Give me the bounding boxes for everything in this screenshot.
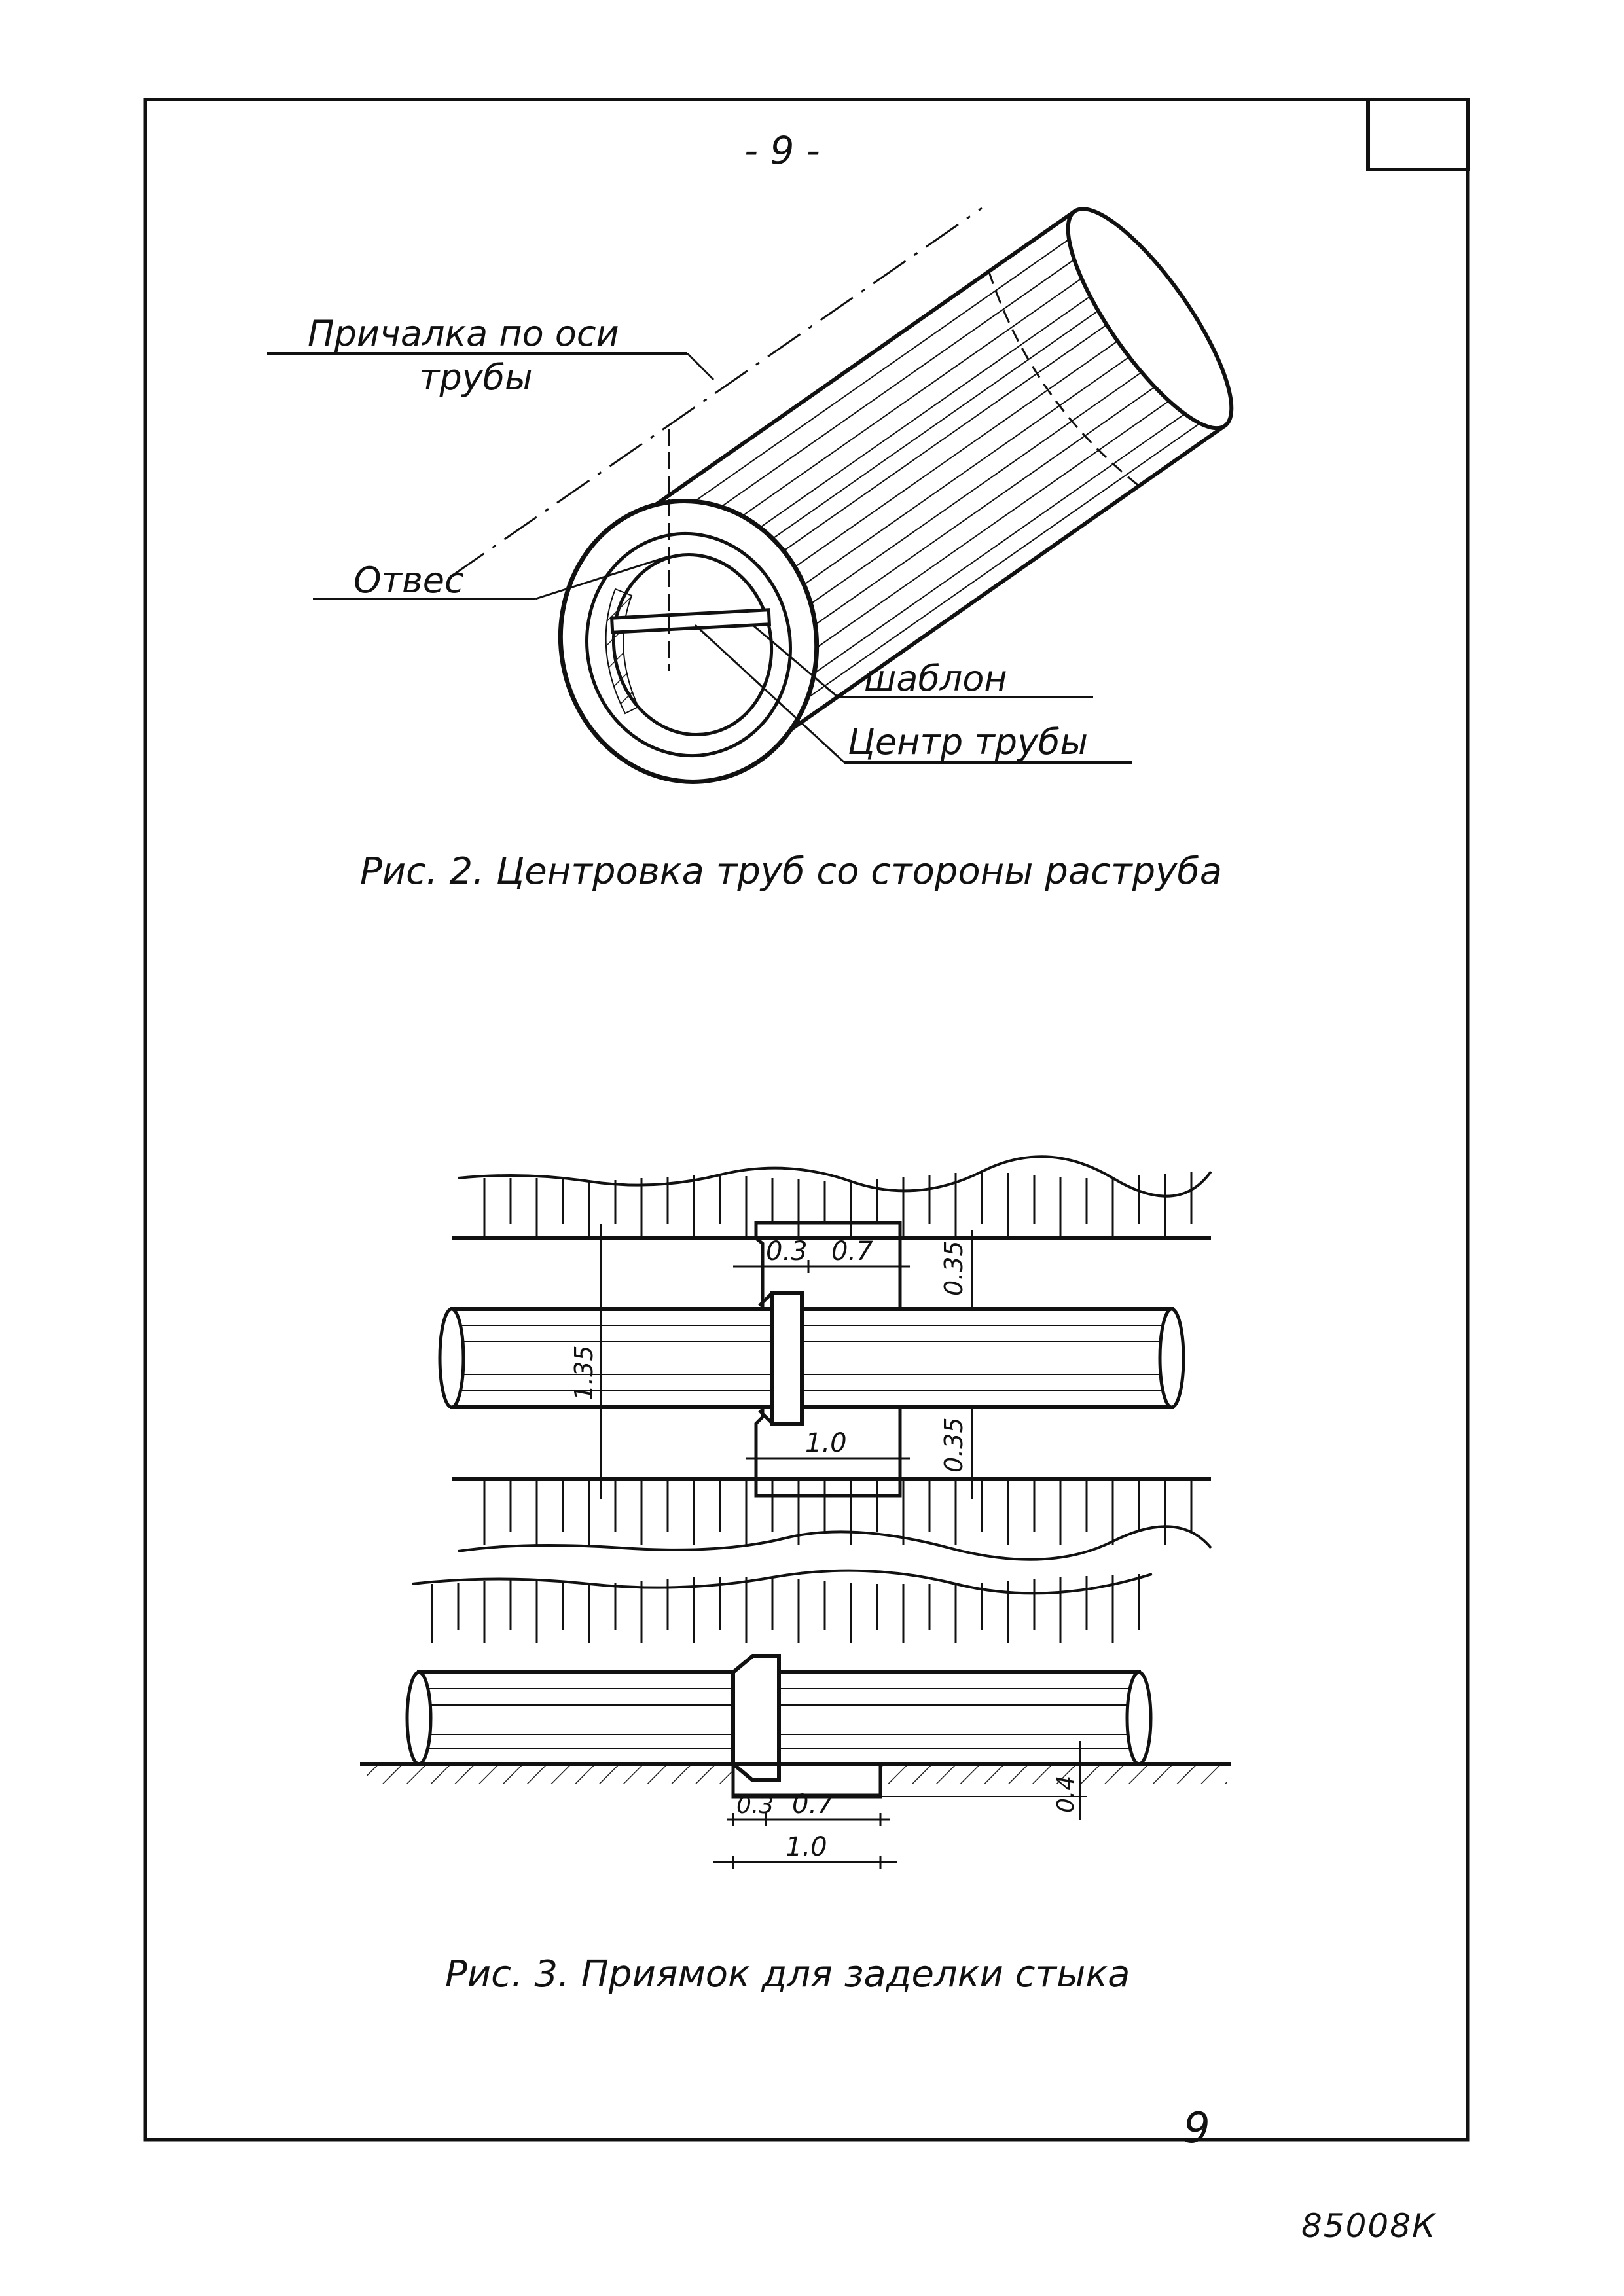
label-prichalka-line1: Причалка по оси: [308, 313, 619, 354]
document-number: 85008К: [1301, 2207, 1437, 2245]
ground-hatch-left: [367, 1766, 733, 1784]
dim-top-1-0: 1.0: [805, 1428, 847, 1458]
label-centr-truby: Центр трубы: [848, 721, 1088, 762]
lower-break-line: [412, 1571, 1152, 1594]
dim-top-0-7: 0.7: [831, 1236, 873, 1266]
dim-pipe-span: 1.35: [569, 1345, 598, 1401]
figure-3-top-plan: [440, 1157, 1211, 1560]
top-break-line: [458, 1157, 1211, 1196]
page-number-bottom: 9: [1183, 2104, 1210, 2153]
dim-top-depth-lower: 0.35: [939, 1417, 968, 1473]
dim-top-depth-upper: 0.35: [939, 1240, 968, 1296]
pipe-plan-top: [452, 1309, 1172, 1407]
middle-break-line: [458, 1526, 1211, 1560]
dim-side-depth: 0.4: [1053, 1775, 1079, 1813]
figure-2-caption: Рис. 2. Центровка труб со стороны раструба: [360, 850, 1223, 893]
pipe-socket-side: [733, 1656, 779, 1780]
dim-side-0-7: 0.7: [792, 1789, 834, 1820]
page-number-top: - 9 -: [744, 128, 820, 173]
figure-2-pipe-drawing: [267, 188, 1257, 802]
dim-side-0-3: 0.3: [736, 1792, 774, 1819]
dim-top-0-3: 0.3: [766, 1236, 808, 1266]
figure-3-caption: Рис. 3. Приямок для заделки стыка: [445, 1953, 1130, 1996]
corner-stamp-box: [1368, 99, 1468, 170]
dim-side-1-0: 1.0: [785, 1832, 827, 1862]
label-prichalka-line2: трубы: [419, 357, 533, 398]
label-otves: Отвес: [353, 560, 464, 601]
pipe-socket-top: [772, 1293, 802, 1424]
label-shablon: шаблон: [864, 658, 1007, 699]
figure-3-side-section: [360, 1571, 1231, 1869]
